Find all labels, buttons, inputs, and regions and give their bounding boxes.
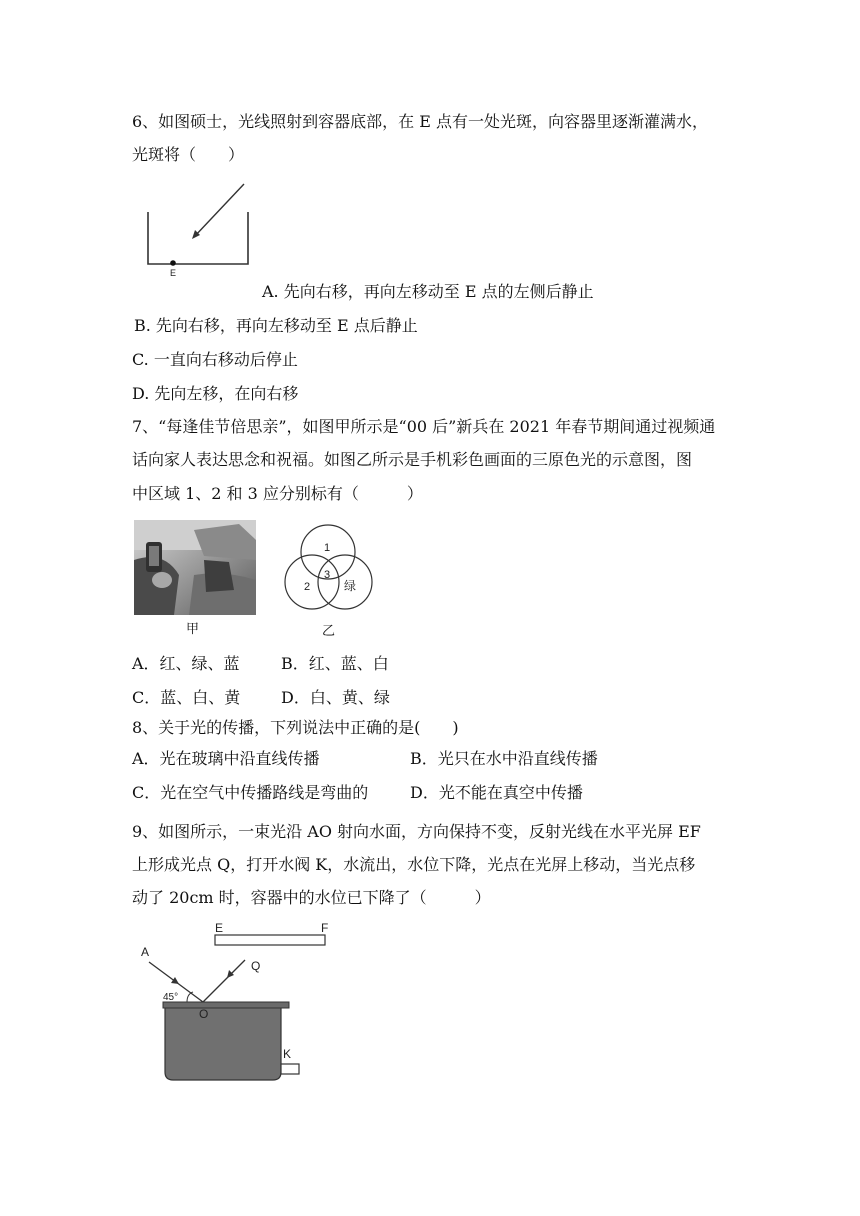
q8-option-b: B．光只在水中沿直线传播 — [410, 749, 598, 768]
q7-caption-jia: 甲 — [186, 622, 200, 637]
q9-label-o: O — [199, 1007, 209, 1021]
q7-stem-line2: 话向家人表达思念和祝福。如图乙所示是手机彩色画面的三原色光的示意图，图 — [132, 450, 693, 469]
q9-label-f: F — [321, 921, 329, 935]
q6-point-e-label: E — [170, 268, 177, 278]
q6-option-d: D. 先向左移，在向右移 — [132, 384, 299, 403]
q9-stem-line3: 动了 20cm 时，容器中的水位已下降了（ ） — [132, 888, 491, 907]
q7-option-b: B．红、蓝、白 — [281, 654, 389, 673]
q9-reflection-figure — [135, 921, 329, 1087]
q7-three-primary-colors-diagram — [278, 520, 378, 620]
q7-option-d: D．白、黄、绿 — [281, 688, 390, 707]
q8-stem: 8、关于光的传播，下列说法中正确的是( ) — [132, 718, 459, 737]
q8-option-d: D．光不能在真空中传播 — [410, 783, 583, 802]
q8-option-c: C．光在空气中传播路线是弯曲的 — [132, 783, 369, 802]
q9-label-q: Q — [251, 959, 261, 973]
q7-caption-yi: 乙 — [322, 624, 336, 639]
q7-stem-line1: 7、“每逢佳节倍思亲”，如图甲所示是“00 后”新兵在 2021 年春节期间通过视频通 — [132, 417, 716, 436]
q6-option-c: C. 一直向右移动后停止 — [132, 350, 298, 369]
q9-stem-line2: 上形成光点 Q，打开水阀 K，水流出，水位下降，光点在光屏上移动，当光点移 — [132, 855, 696, 874]
q7-option-a: A．红、绿、蓝 — [132, 654, 240, 673]
q7-stem-line3: 中区域 1、2 和 3 应分别标有（ ） — [132, 484, 423, 503]
q9-stem-line1: 9、如图所示，一束光沿 AO 射向水面，方向保持不变，反射光线在水平光屏 EF — [132, 822, 701, 841]
q6-option-b: B. 先向右移，再向左移动至 E 点后静止 — [134, 316, 418, 335]
q9-label-a: A — [141, 945, 150, 959]
q7-region-3: 3 — [324, 569, 331, 581]
q7-photo-soldier — [134, 520, 256, 615]
q9-label-k: K — [283, 1047, 292, 1061]
q6-stem-line2: 光斑将（ ） — [132, 145, 245, 164]
q6-container-figure — [140, 180, 260, 280]
q6-option-a: A. 先向右移，再向左移动至 E 点的左侧后静止 — [262, 282, 594, 301]
q7-region-1: 1 — [324, 542, 331, 554]
q8-option-a: A．光在玻璃中沿直线传播 — [132, 749, 320, 768]
q7-region-green: 绿 — [344, 579, 357, 593]
q9-angle-label: 45° — [163, 992, 179, 1003]
q9-label-e: E — [215, 921, 224, 935]
q6-stem-line1: 6、如图硕士，光线照射到容器底部，在 E 点有一处光斑，向容器里逐渐灌满水， — [132, 112, 709, 131]
q7-option-c: C．蓝、白、黄 — [132, 688, 241, 707]
q7-region-2: 2 — [304, 581, 311, 593]
